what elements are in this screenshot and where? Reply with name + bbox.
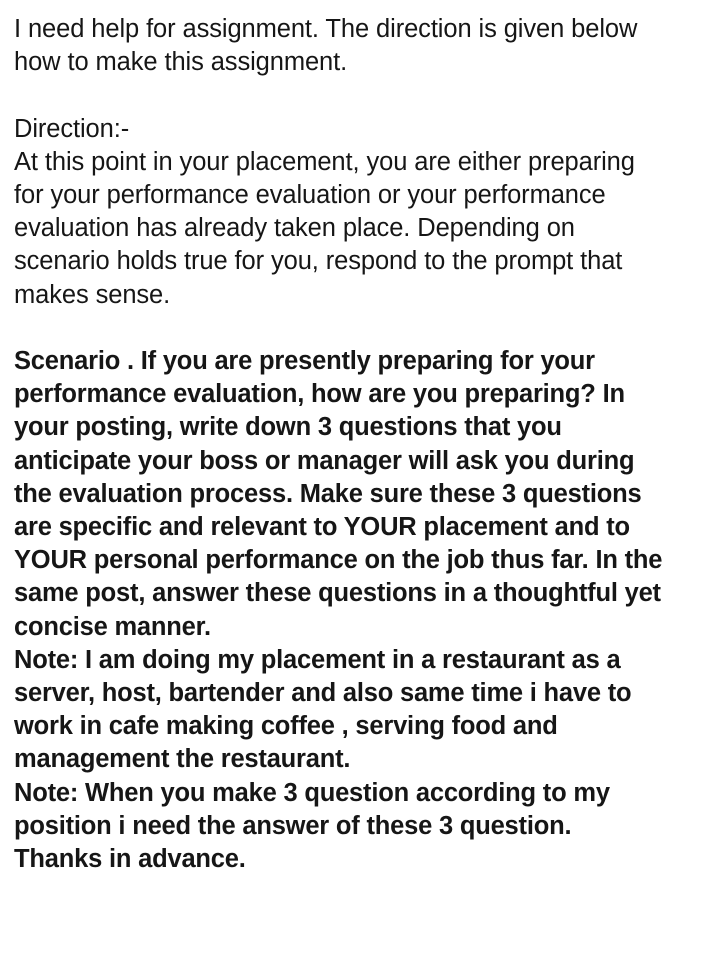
direction-line: scenario holds true for you, respond to the prompt that [14,247,623,276]
scenario-line: YOUR personal performance on the job thus far. In the [14,546,663,575]
intro-line: I need help for assignment. The direction is given below [14,15,638,43]
direction-line: for your performance evaluation or your performance [14,181,606,209]
scenario-line: are specific and relevant to YOUR placement and to [14,513,630,542]
scenario-line: same post, answer these questions in a thoughtful yet [14,579,661,608]
direction-heading: Direction:- [14,114,130,143]
note-line: Note: When you make 3 question according to my [14,778,610,807]
scenario-line: Scenario . If you are presently preparing for your [14,347,595,375]
paragraph-spacer [14,312,720,345]
note-line: server, host, bartender and also same time i have to [14,679,632,708]
intro-line: how to make this assignment. [14,48,348,77]
scenario-line: performance evaluation, how are you preparing? In [14,380,625,409]
direction-line: evaluation has already taken place. Depending on [14,214,575,243]
note-request-paragraph [14,777,720,877]
scenario-line: your posting, write down 3 questions that you [14,413,562,442]
note-line: position i need the answer of these 3 question. [14,811,572,840]
scenario-paragraph [14,345,720,644]
scenario-line: anticipate your boss or manager will ask you during [14,446,635,475]
scenario-line: concise manner. [14,612,211,641]
note-placement-paragraph [14,644,720,777]
direction-line: makes sense. [14,280,171,309]
paragraph-spacer [14,79,720,112]
note-line: Note: I am doing my placement in a restaurant as a [14,645,621,674]
direction-paragraph [14,113,720,312]
direction-line: At this point in your placement, you are either preparing [14,147,635,176]
scenario-line: the evaluation process. Make sure these 3 questions [14,479,642,508]
closing-line: Thanks in advance. [14,845,246,874]
intro-paragraph [14,13,720,79]
note-line: management the restaurant. [14,745,351,774]
note-line: work in cafe making coffee , serving food and [14,712,558,741]
